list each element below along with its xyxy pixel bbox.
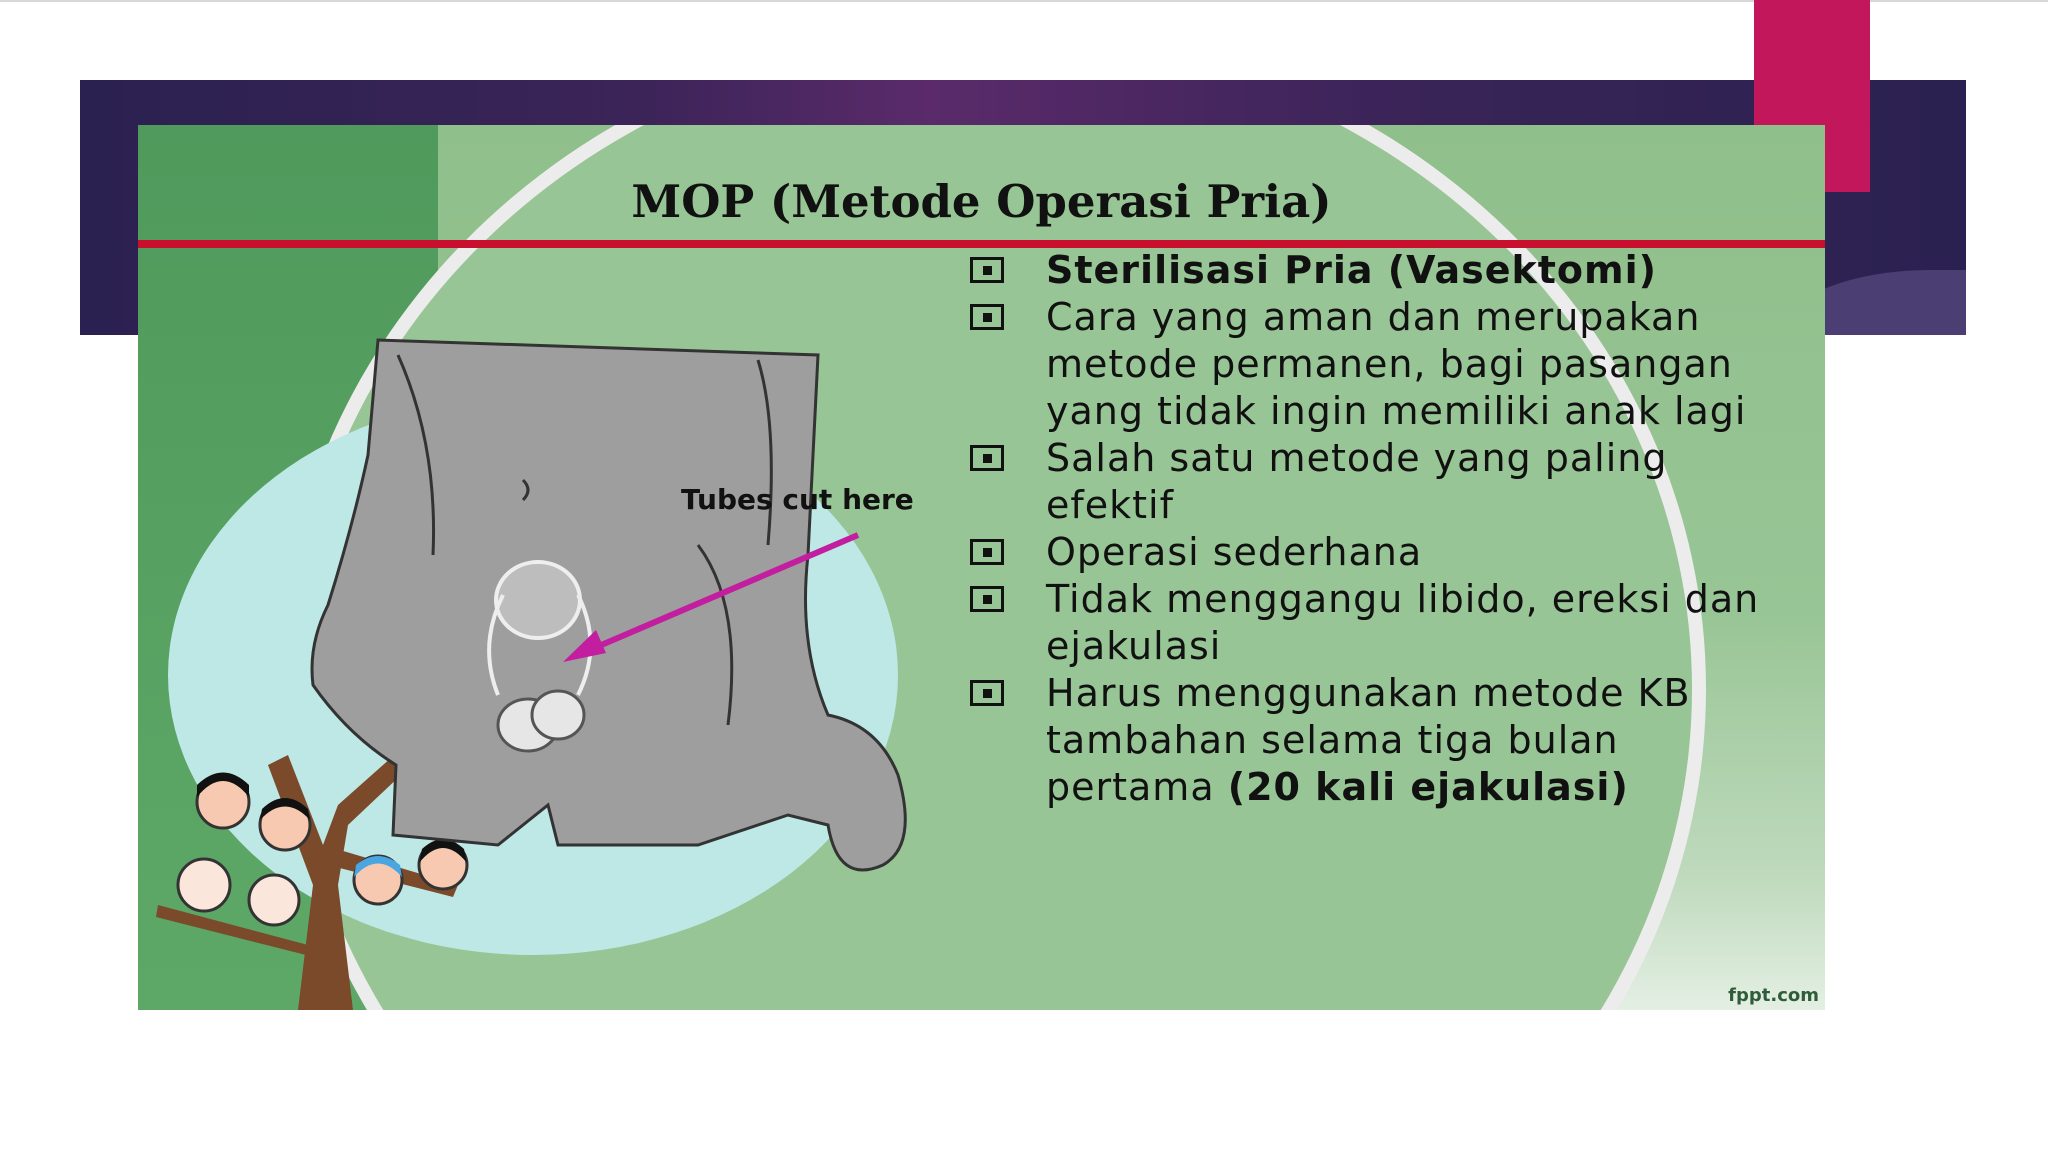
bullet-text: Salah satu metode yang paling efektif — [1046, 436, 1668, 527]
bullet-square-icon — [970, 680, 1004, 706]
bullet-text: Tidak menggangu libido, ereksi dan ejakulasi — [1046, 577, 1760, 668]
bullet-item — [970, 294, 1790, 435]
bullet-square-icon — [970, 445, 1004, 471]
bullet-square-icon — [970, 257, 1004, 283]
bullet-bold-suffix: (20 kali ejakulasi) — [1227, 765, 1629, 809]
bullet-item — [970, 670, 1790, 811]
watermark: fppt.com — [1728, 985, 1819, 1006]
bullet-text: Sterilisasi Pria (Vasektomi) — [1046, 248, 1658, 292]
bullet-item — [970, 529, 1790, 576]
bullet-item — [970, 576, 1790, 670]
top-divider — [0, 0, 2048, 2]
bullet-item — [970, 247, 1790, 294]
bullet-text: Operasi sederhana — [1046, 530, 1423, 574]
bullet-item — [970, 435, 1790, 529]
slide-title: MOP (Metode Operasi Pria) — [631, 175, 1332, 228]
bullet-square-icon — [970, 586, 1004, 612]
bullet-text: Cara yang aman dan merupakan metode permanen, bagi pasangan yang tidak ingin memiliki anak lagi — [1046, 295, 1747, 433]
slide-image — [138, 125, 1825, 1010]
callout-label: Tubes cut here — [681, 483, 914, 516]
bullet-square-icon — [970, 304, 1004, 330]
bullet-text: Harus menggunakan metode KB tambahan selama tiga bulan pertama — [1046, 671, 1691, 809]
bullet-list — [970, 247, 1790, 811]
bullet-square-icon — [970, 539, 1004, 565]
